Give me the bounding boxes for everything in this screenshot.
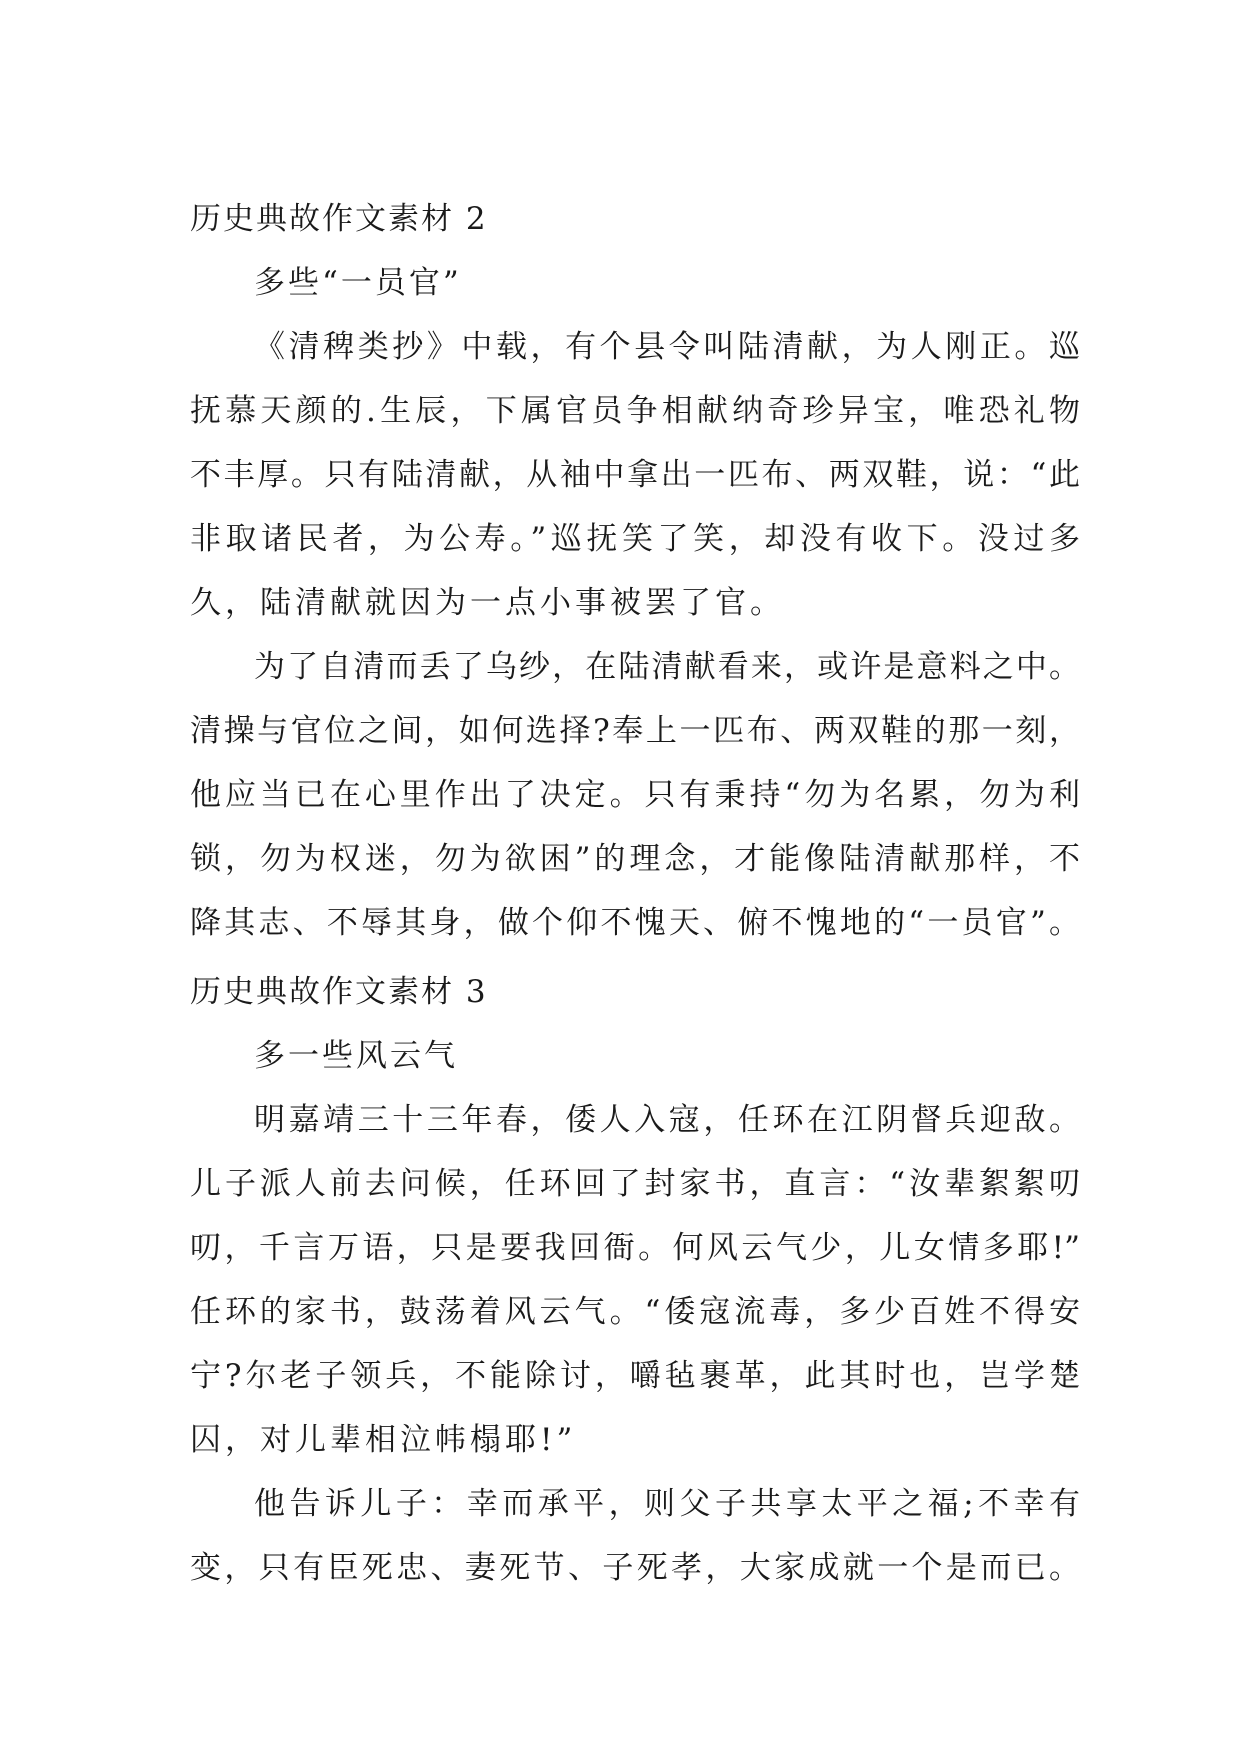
text-line: 叨，千言万语，只是要我回衙。何风云气少，儿女情多耶!”	[190, 1230, 1080, 1266]
text-line: 非取诸民者，为公寿。”巡抚笑了笑，却没有收下。没过多	[190, 521, 1080, 557]
text-line: 任环的家书，鼓荡着风云气。“倭寇流毒，多少百姓不得安	[190, 1294, 1080, 1330]
text-line: 他应当已在心里作出了决定。只有秉持“勿为名累，勿为利	[190, 777, 1080, 813]
paragraph	[190, 1088, 1080, 1472]
section-subtitle: 多些“一员官”	[254, 265, 462, 301]
paragraph	[190, 315, 1080, 635]
section-2	[190, 187, 1080, 955]
text-line: 他告诉儿子：幸而承平，则父子共享太平之福;不幸有	[254, 1486, 1080, 1522]
text-line: 清操与官位之间，如何选择?奉上一匹布、两双鞋的那一刻，	[190, 713, 1080, 749]
text-line: 久，陆清献就因为一点小事被罢了官。	[190, 585, 785, 621]
text-line: 变，只有臣死忠、妻死节、子死孝，大家成就一个是而已。	[190, 1550, 1080, 1586]
text-line: 明嘉靖三十三年春，倭人入寇，任环在江阴督兵迎敌。	[254, 1102, 1080, 1138]
text-line: 儿子派人前去问候，任环回了封家书，直言：“汝辈絮絮叨	[190, 1166, 1080, 1202]
text-line: 为了自清而丢了乌纱，在陆清献看来，或许是意料之中。	[254, 649, 1080, 685]
text-line: 锁，勿为权迷，勿为欲困”的理念，才能像陆清献那样，不	[190, 841, 1080, 877]
text-line: 不丰厚。只有陆清献，从袖中拿出一匹布、两双鞋，说：“此	[190, 457, 1080, 493]
text-line: 宁?尔老子领兵，不能除讨，嚼毡裹革，此其时也，岂学楚	[190, 1358, 1080, 1394]
paragraph	[190, 635, 1080, 955]
section-subtitle: 多一些风云气	[254, 1038, 458, 1074]
section-3	[190, 960, 1080, 1600]
text-line: 抚慕天颜的.生辰，下属官员争相献纳奇珍异宝，唯恐礼物	[190, 393, 1080, 429]
text-line: 降其志、不辱其身，做个仰不愧天、俯不愧地的“一员官”。	[190, 905, 1080, 941]
text-line: 《清稗类抄》中载，有个县令叫陆清献，为人刚正。巡	[254, 329, 1080, 365]
text-line: 囚，对儿辈相泣帏榻耶!”	[190, 1422, 577, 1458]
section-title: 历史典故作文素材 2	[190, 201, 488, 237]
paragraph	[190, 1472, 1080, 1600]
section-title: 历史典故作文素材 3	[190, 974, 488, 1010]
